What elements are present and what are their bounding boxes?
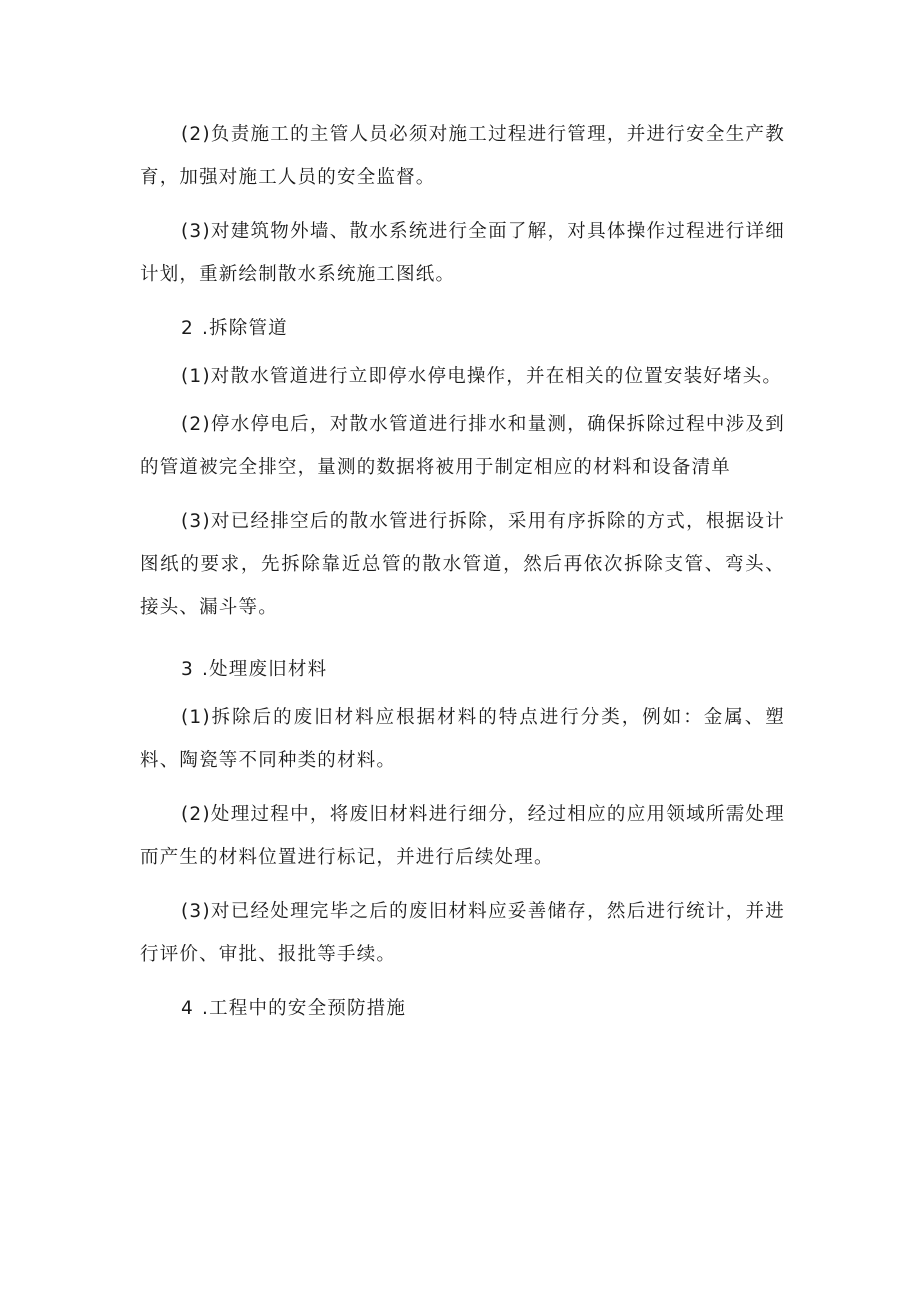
- paragraph-drain-measure: (2)停水停电后，对散水管道进行排水和量测，确保拆除过程中涉及到的管道被完全排空，量测的数据将被用于制定相应的材料和设备清单: [140, 414, 785, 478]
- section-title: .拆除管道: [201, 318, 288, 339]
- section-heading-safety: [181, 987, 406, 1030]
- section-title: .处理废旧材料: [201, 659, 328, 680]
- section-title: .工程中的安全预防措施: [201, 998, 407, 1019]
- paragraph-supervision: (2)负责施工的主管人员必须对施工过程进行管理，并进行安全生产教育，加强对施工人员的安全监督。: [140, 124, 785, 188]
- section-number: 3: [181, 659, 194, 680]
- section-heading-remove-pipes: [181, 307, 288, 350]
- paragraph-classify: (1)拆除后的废旧材料应根据材料的特点进行分类，例如：金属、塑料、陶瓷等不同种类的材料。: [140, 707, 785, 771]
- section-number: 2: [181, 318, 194, 339]
- paragraph-shutoff: (1)对散水管道进行立即停水停电操作，并在相关的位置安装好堵头。: [181, 366, 783, 387]
- paragraph-dismantle: (3)对已经排空后的散水管进行拆除，采用有序拆除的方式，根据设计图纸的要求，先拆除靠近总管的散水管道，然后再依次拆除支管、弯头、接头、漏斗等。: [140, 511, 785, 618]
- section-heading-waste-materials: [181, 648, 327, 691]
- paragraph-planning: (3)对建筑物外墙、散水系统进行全面了解，对具体操作过程进行详细计划，重新绘制散水系统施工图纸。: [140, 221, 785, 285]
- paragraph-subdivide: (2)处理过程中，将废旧材料进行细分，经过相应的应用领域所需处理而产生的材料位置进行标记，并进行后续处理。: [140, 804, 785, 868]
- paragraph-storage: (3)对已经处理完毕之后的废旧材料应妥善储存，然后进行统计，并进行评价、审批、报批等手续。: [140, 901, 785, 965]
- section-number: 4: [181, 998, 194, 1019]
